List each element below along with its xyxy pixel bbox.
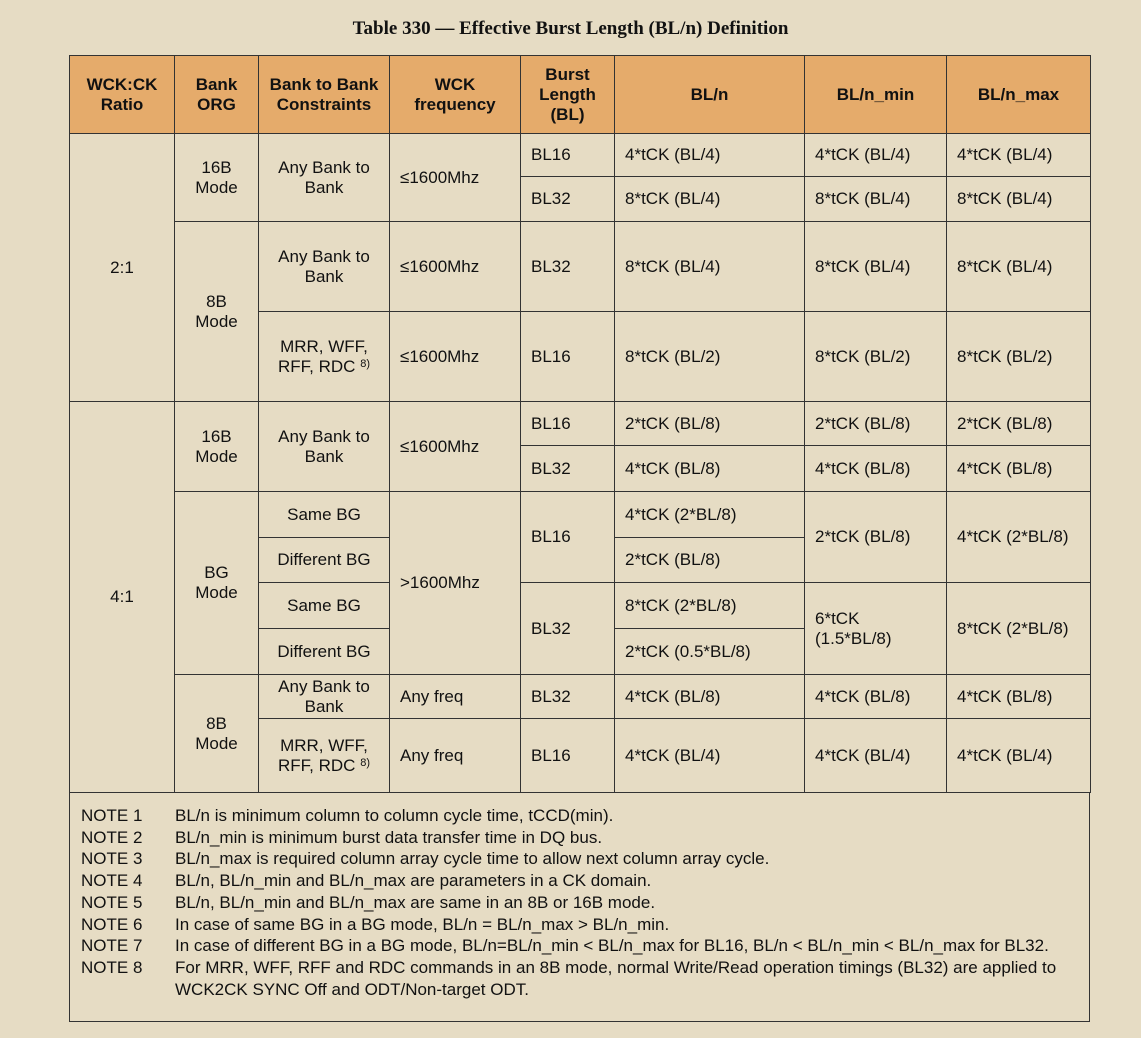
note-reference: 8) — [360, 756, 370, 769]
note-id: NOTE 6 — [81, 914, 143, 934]
note-text: In case of same BG in a BG mode, BL/n = BL/n_max > BL/n_min. — [175, 914, 670, 934]
constraint-cell: Any Bank to Bank — [259, 675, 390, 719]
header-bln-max: BL/n_max — [947, 56, 1091, 134]
bln-min-cell: 8*tCK (BL/2) — [805, 312, 947, 402]
bln-cell: 8*tCK (BL/4) — [615, 177, 805, 222]
bln-max-cell: 2*tCK (BL/8) — [947, 402, 1091, 446]
note-id: NOTE 4 — [81, 871, 143, 891]
bln-max-cell: 4*tCK (BL/4) — [947, 134, 1091, 177]
header-bln: BL/n — [615, 56, 805, 134]
bln-min-cell: 8*tCK (BL/4) — [805, 222, 947, 312]
table-title: Table 330 — Effective Burst Length (BL/n) Definition — [352, 18, 789, 39]
frequency-cell: >1600Mhz — [390, 492, 521, 675]
burst-length-cell: BL16 — [521, 134, 615, 177]
bln-max-cell: 4*tCK (BL/4) — [947, 719, 1091, 793]
bln-min-cell: 8*tCK (BL/4) — [805, 177, 947, 222]
note-reference: 8) — [360, 357, 370, 370]
constraint-cell: Same BG — [259, 583, 390, 629]
note-item — [81, 935, 1079, 957]
note-item — [81, 870, 1079, 892]
burst-length-cell: BL32 — [521, 583, 615, 675]
burst-length-cell: BL32 — [521, 446, 615, 492]
header-ratio: WCK:CK Ratio — [70, 56, 175, 134]
frequency-cell: Any freq — [390, 675, 521, 719]
burst-length-table — [69, 55, 1091, 793]
burst-length-cell: BL16 — [521, 719, 615, 793]
constraint-cell: Different BG — [259, 629, 390, 675]
note-id: NOTE 7 — [81, 936, 143, 956]
note-id: NOTE 2 — [81, 827, 143, 847]
constraint-cell — [259, 312, 390, 402]
bank-org-cell: 16B Mode — [175, 402, 259, 492]
note-item — [81, 805, 1079, 827]
table-row — [70, 402, 1091, 446]
notes-section — [69, 793, 1090, 1022]
bln-cell: 2*tCK (BL/8) — [615, 538, 805, 583]
bln-cell: 2*tCK (BL/8) — [615, 402, 805, 446]
constraint-cell: Any Bank to Bank — [259, 402, 390, 492]
note-id: NOTE 5 — [81, 892, 143, 912]
note-item — [81, 848, 1079, 870]
header-constraints: Bank to Bank Constraints — [259, 56, 390, 134]
note-text: BL/n_min is minimum burst data transfer time in DQ bus. — [175, 827, 603, 847]
note-item — [81, 892, 1079, 914]
bln-cell: 8*tCK (BL/4) — [615, 222, 805, 312]
bln-cell: 4*tCK (BL/8) — [615, 446, 805, 492]
ratio-cell: 4:1 — [70, 402, 175, 793]
bln-max-cell: 4*tCK (BL/8) — [947, 675, 1091, 719]
bank-org-cell: 8B Mode — [175, 675, 259, 793]
burst-length-cell: BL32 — [521, 675, 615, 719]
table-row — [70, 675, 1091, 719]
note-item — [81, 827, 1079, 849]
bank-org-cell: 16B Mode — [175, 134, 259, 222]
burst-length-cell: BL16 — [521, 402, 615, 446]
frequency-cell: ≤1600Mhz — [390, 134, 521, 222]
constraint-cell: Different BG — [259, 538, 390, 583]
bln-max-cell: 4*tCK (2*BL/8) — [947, 492, 1091, 583]
note-text: BL/n_max is required column array cycle time to allow next column array cycle. — [175, 849, 770, 869]
bln-cell: 4*tCK (BL/4) — [615, 134, 805, 177]
bln-min-cell: 6*tCK (1.5*BL/8) — [805, 583, 947, 675]
bln-max-cell: 8*tCK (BL/4) — [947, 177, 1091, 222]
header-bln-min: BL/n_min — [805, 56, 947, 134]
note-id: NOTE 8 — [81, 957, 143, 977]
frequency-cell: Any freq — [390, 719, 521, 793]
frequency-cell: ≤1600Mhz — [390, 402, 521, 492]
bln-max-cell: 8*tCK (2*BL/8) — [947, 583, 1091, 675]
table-row — [70, 222, 1091, 312]
burst-length-cell: BL32 — [521, 177, 615, 222]
table-row — [70, 492, 1091, 538]
bln-min-cell: 2*tCK (BL/8) — [805, 402, 947, 446]
constraint-cell — [259, 719, 390, 793]
note-id: NOTE 3 — [81, 849, 143, 869]
bln-min-cell: 2*tCK (BL/8) — [805, 492, 947, 583]
table-header-row — [70, 56, 1091, 134]
bln-min-cell: 4*tCK (BL/8) — [805, 675, 947, 719]
burst-length-cell: BL32 — [521, 222, 615, 312]
bln-cell: 8*tCK (2*BL/8) — [615, 583, 805, 629]
header-wck-frequency: WCK frequency — [390, 56, 521, 134]
bln-cell: 4*tCK (BL/8) — [615, 675, 805, 719]
table-row — [70, 134, 1091, 177]
constraint-cell: Any Bank to Bank — [259, 222, 390, 312]
burst-length-cell: BL16 — [521, 312, 615, 402]
constraint-text: MRR, WFF, RFF, RDC — [278, 735, 368, 775]
bln-min-cell: 4*tCK (BL/8) — [805, 446, 947, 492]
header-burst-length: Burst Length (BL) — [521, 56, 615, 134]
note-text: BL/n, BL/n_min and BL/n_max are same in an 8B or 16B mode. — [175, 892, 656, 912]
bln-max-cell: 8*tCK (BL/4) — [947, 222, 1091, 312]
bln-min-cell: 4*tCK (BL/4) — [805, 719, 947, 793]
bln-min-cell: 4*tCK (BL/4) — [805, 134, 947, 177]
bln-cell: 8*tCK (BL/2) — [615, 312, 805, 402]
frequency-cell: ≤1600Mhz — [390, 312, 521, 402]
bank-org-cell: 8B Mode — [175, 222, 259, 402]
bln-cell: 2*tCK (0.5*BL/8) — [615, 629, 805, 675]
bln-cell: 4*tCK (2*BL/8) — [615, 492, 805, 538]
bank-org-cell: BG Mode — [175, 492, 259, 675]
burst-length-cell: BL16 — [521, 492, 615, 583]
note-text: BL/n, BL/n_min and BL/n_max are parameters in a CK domain. — [175, 871, 652, 891]
note-text: In case of different BG in a BG mode, BL/n=BL/n_min < BL/n_max for BL16, BL/n < BL/n_min < BL/n_max for BL32. — [175, 936, 1049, 956]
bln-max-cell: 4*tCK (BL/8) — [947, 446, 1091, 492]
constraint-cell: Any Bank to Bank — [259, 134, 390, 222]
constraint-text: MRR, WFF, RFF, RDC — [278, 336, 368, 376]
bln-max-cell: 8*tCK (BL/2) — [947, 312, 1091, 402]
bln-cell: 4*tCK (BL/4) — [615, 719, 805, 793]
note-text: For MRR, WFF, RFF and RDC commands in an 8B mode, normal Write/Read operation timings (BL32) are applied to WCK2CK SYNC Off and ODT/Non-target ODT. — [175, 957, 1057, 999]
note-item — [81, 957, 1079, 1000]
note-item — [81, 914, 1079, 936]
frequency-cell: ≤1600Mhz — [390, 222, 521, 312]
constraint-cell: Same BG — [259, 492, 390, 538]
note-text: BL/n is minimum column to column cycle time, tCCD(min). — [175, 806, 614, 825]
header-bank-org: Bank ORG — [175, 56, 259, 134]
ratio-cell: 2:1 — [70, 134, 175, 402]
note-id: NOTE 1 — [81, 806, 143, 825]
